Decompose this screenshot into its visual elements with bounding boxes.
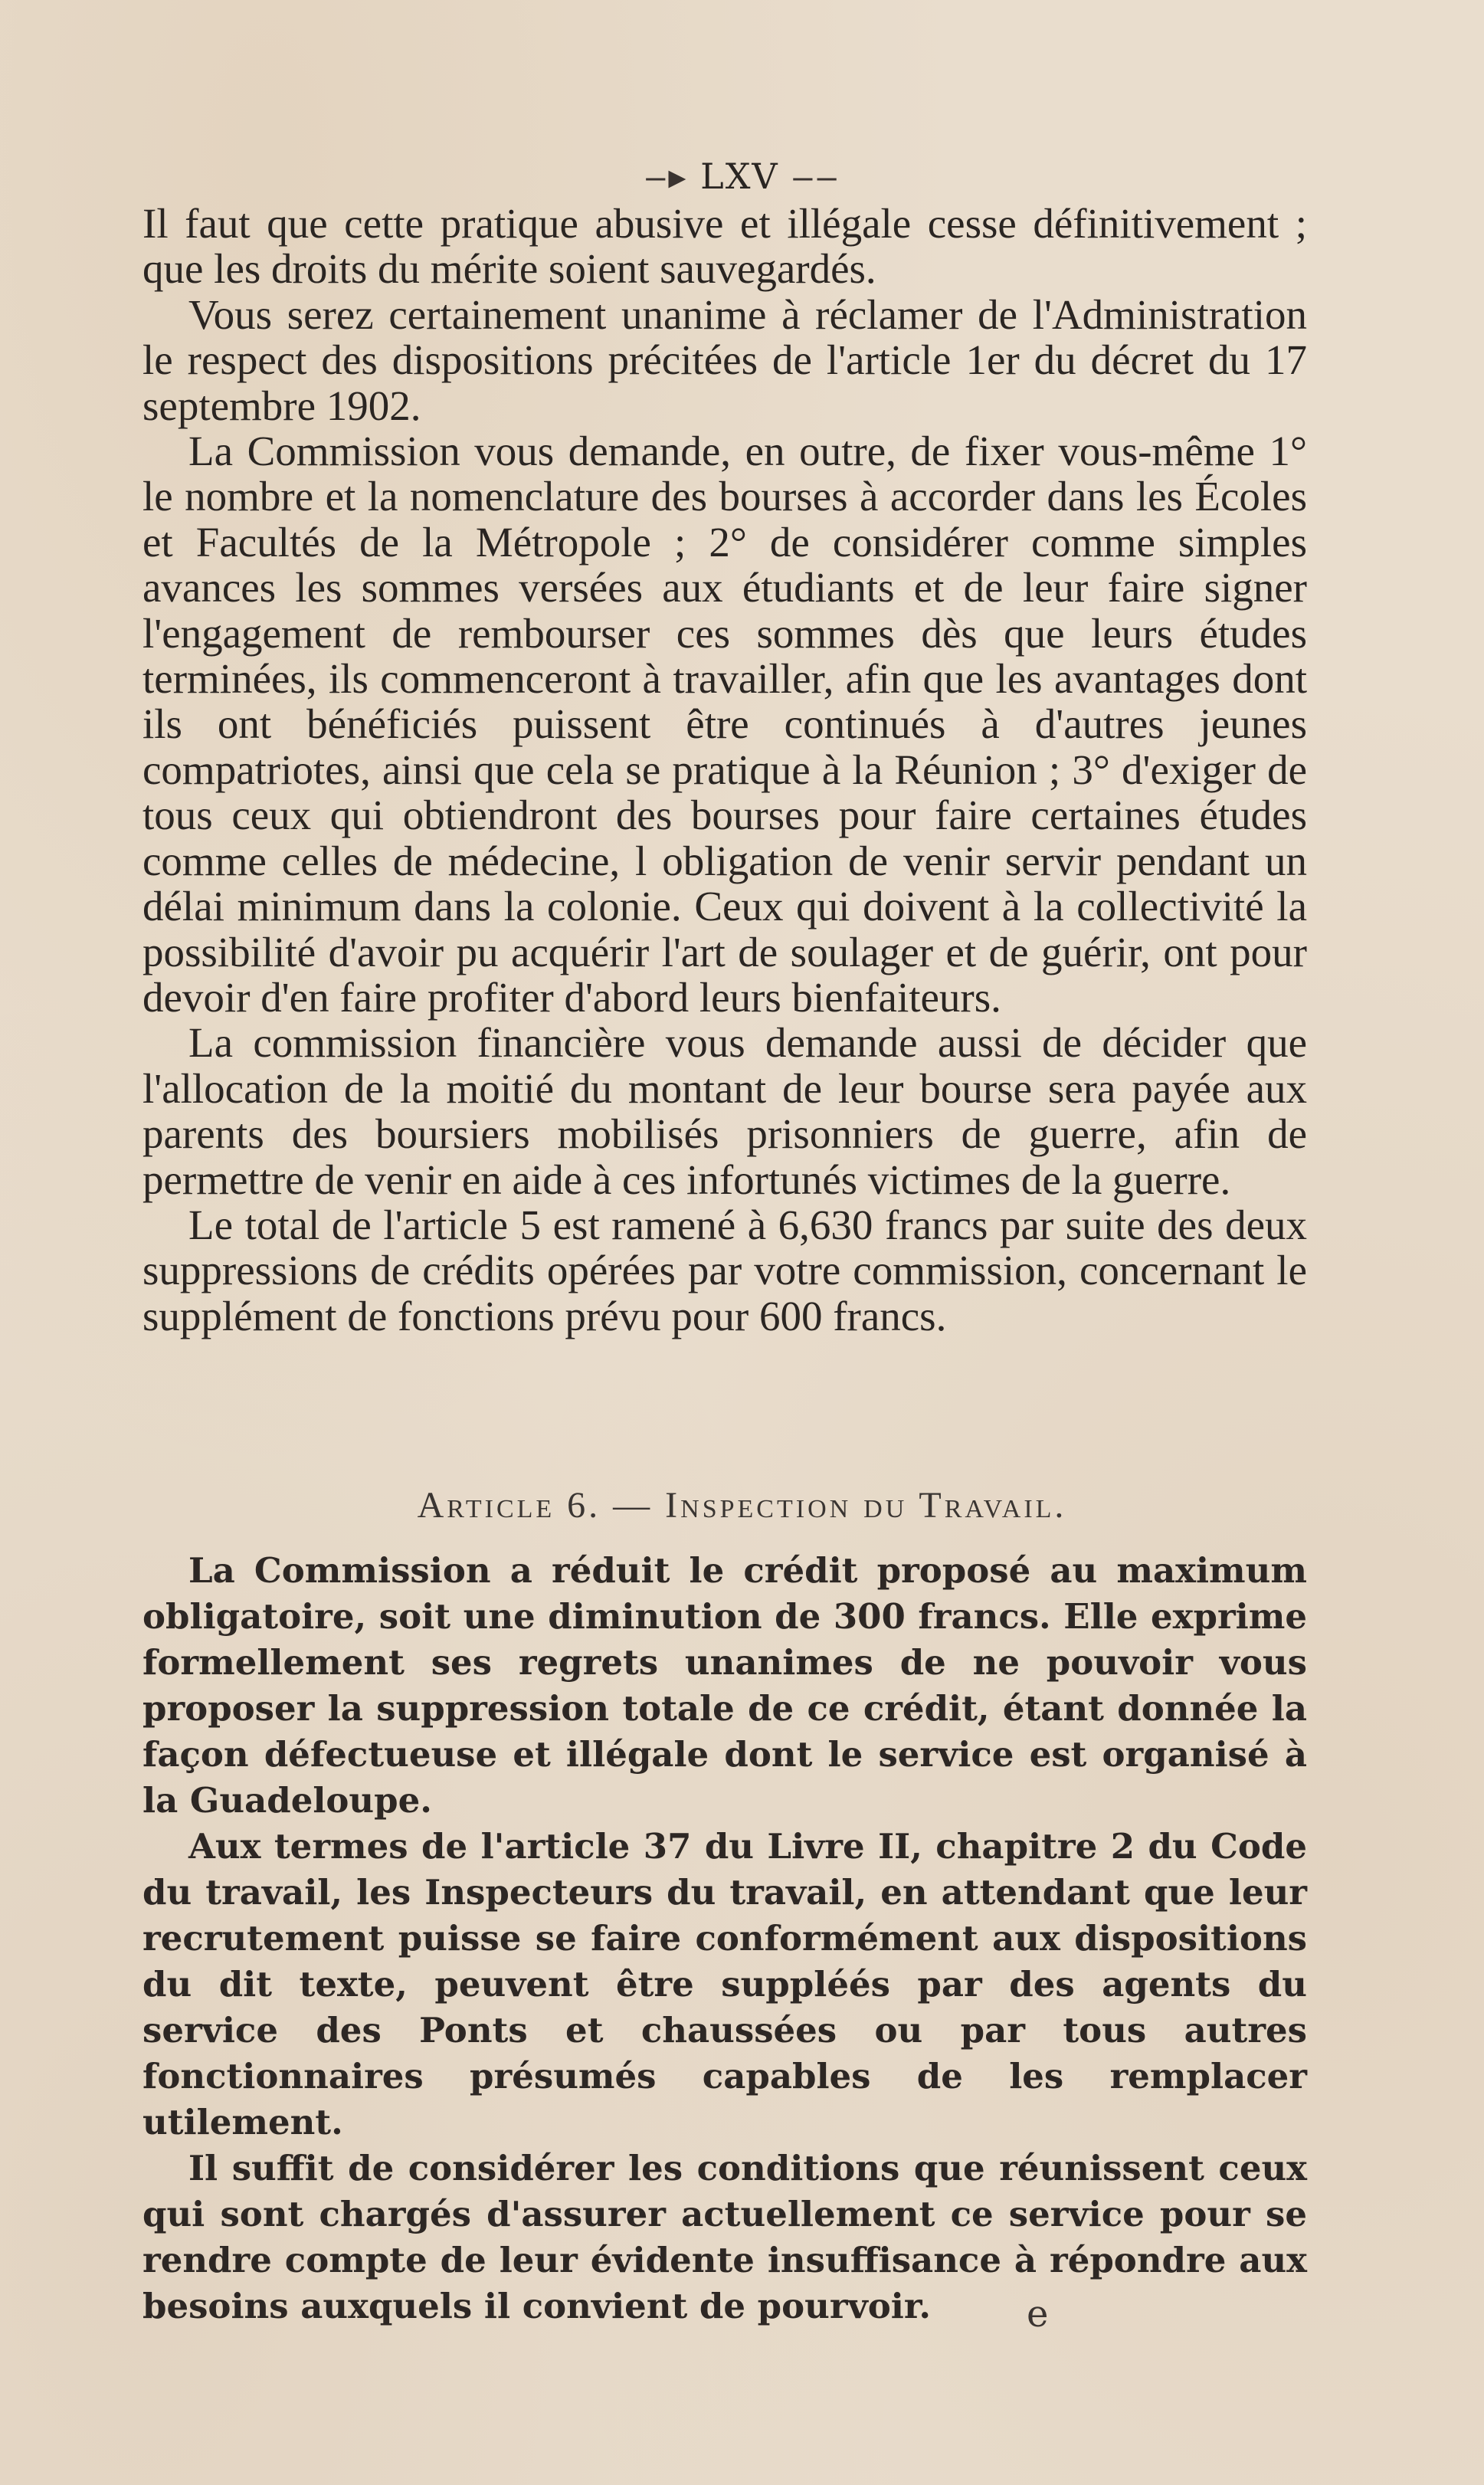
signature-mark: e <box>1027 2293 1049 2336</box>
paragraph: Il suffit de considérer les conditions que réunissent ceux qui sont chargés d'assurer actuellement ce service pour se rendre compte de leur évidente insuffisance à répondre aux besoins auxquels il convient de pourvoir. <box>143 2148 1307 2326</box>
paragraph: La commission financière vous demande aussi de décider que l'allocation de la moitié du montant de leur bourse sera payée aux parents des boursiers mobilisés prisonniers de guerre, afin de permettre de venir en aide à ces infortunés victimes de la guerre. <box>143 1019 1307 1203</box>
paragraph: Vous serez certainement unanime à réclamer de l'Administration le respect des dispositions précitées de l'article 1er du décret du 17 septembre 1902. <box>143 290 1307 429</box>
running-head <box>0 153 1484 199</box>
paragraph: La Commission vous demande, en outre, de fixer vous-même 1° le nombre et la nomenclature des bourses à accorder dans les Écoles et Facultés de la Métropole ; 2° de considérer comme simples avances les sommes versées aux étudiants et de leur faire signer l'engagement de rembourser ces sommes dès que leurs études terminées, ils commenceront à travailler, afin que les avantages dont ils ont bénéficiés puissent être continués à d'autres jeunes compatriotes, ainsi que cela se pratique à la Réunion ; 3° d'exiger de tous ceux qui obtiendront des bourses pour faire certaines études comme celles de médecine, l obligation de venir servir pendant un délai minimum dans la colonie. Ceux qui doivent à la collectivité la possibilité d'avoir pu acquérir l'art de soulager et de guérir, ont pour devoir d'en faire profiter d'abord leurs bienfaiteurs. <box>143 428 1307 1021</box>
ornament-right: ‒‒ <box>791 156 840 197</box>
paragraph: Le total de l'article 5 est ramené à 6,630 francs par suite des deux suppressions de crédits opérées par votre commission, concernant le supplément de fonctions prévu pour 600 francs. <box>143 1201 1307 1339</box>
paragraph: Il faut que cette pratique abusive et illégale cesse définitivement ; que les droits du mérite soient sauvegardés. <box>143 200 1307 293</box>
text-block-part1 <box>143 201 1307 1339</box>
ornament-left: ‒▸ <box>644 156 688 197</box>
paragraph: La Commission a réduit le crédit proposé au maximum obligatoire, soit une diminution de 300 francs. Elle exprime formellement ses regrets unanimes de ne pouvoir vous proposer la suppression totale de ce crédit, étant donnée la façon défectueuse et illégale dont le service est organisé à la Guadeloupe. <box>143 1550 1307 1821</box>
section-heading: Article 6. — Inspection du Travail. <box>417 1485 1067 1526</box>
text-block-part2 <box>143 1548 1307 2329</box>
paragraph: Aux termes de l'article 37 du Livre II, chapitre 2 du Code du travail, les Inspecteurs du travail, en attendant que leur recrutement puisse se faire conformément aux dispositions du dit texte, peuvent être suppléés par des agents du service des Ponts et chaussées ou par tous autres fonctionnaires présumés capables de les remplacer utilement. <box>143 1826 1307 2142</box>
page-number: LXV <box>700 156 779 197</box>
